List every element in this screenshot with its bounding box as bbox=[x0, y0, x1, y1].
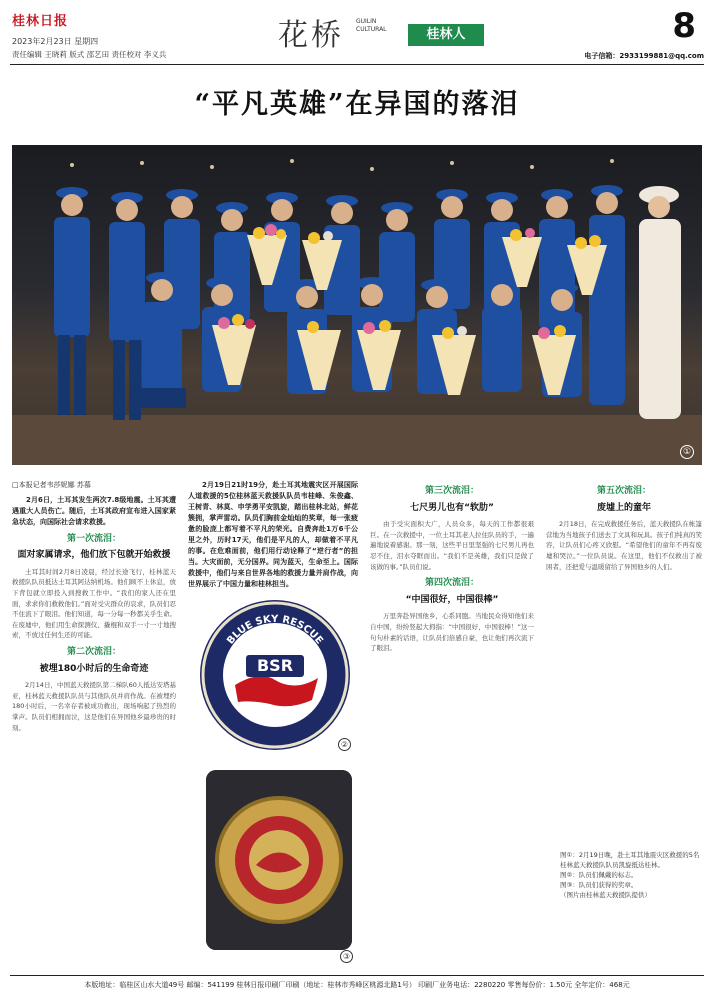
section-3-subtitle: 七尺男儿也有“软肋” bbox=[410, 502, 494, 513]
photo-marker: ① bbox=[680, 445, 694, 459]
section-label: 桂林人 bbox=[408, 24, 484, 46]
article-column-2 bbox=[188, 480, 358, 592]
article-column-1 bbox=[12, 480, 176, 970]
blue-sky-rescue-badge bbox=[200, 600, 350, 750]
bsr-badge-graphic bbox=[200, 600, 350, 750]
article-author: □本报记者韦莎妮娜 苏慕 bbox=[12, 481, 91, 489]
bsr-initials: BSR bbox=[256, 656, 294, 675]
badge-marker-2: ② bbox=[338, 738, 351, 751]
contact-email: 电子信箱：2933199881@qq.com bbox=[584, 52, 704, 60]
section-5-title: 第五次流泪： bbox=[596, 486, 651, 496]
section-2-subtitle: 被埋180小时后的生命奇迹 bbox=[39, 663, 149, 674]
bsr-ring-text: BLUE SKY RESCUE bbox=[225, 613, 325, 647]
section-1-body: 土耳其时间2月8日凌晨，经过长途飞行，桂林蓝天救援队队员抵达土耳其阿达纳机场。他们顾不上休息，放下背包就立即投入到搜救工作中。“我们的家人还在里面，求求你们救救他们。”面对受灾群众的哀求，队员们忍不住流下了眼泪。他们知道，每一分每一秒都关乎生命。在废墟中，他们用生命探测仪、撬棍和双手一寸一寸地搜索，不放过任何生还的可能。 bbox=[12, 567, 176, 640]
newspaper-logo: 桂林日报 bbox=[12, 14, 69, 29]
caption-line: 图②：队员们佩戴的标志。 bbox=[560, 871, 638, 879]
caption-line: 图①：2月19日晚，赴土耳其地震灾区救援的5名桂林蓝天救援队队员凯旋抵达桂林。 bbox=[560, 851, 700, 869]
section-5-subtitle: 废墟上的童年 bbox=[596, 502, 651, 513]
photo-captions bbox=[560, 850, 700, 900]
section-3-body: 由于受灾面积大广，人员众多，每天的工作都很艰巨。在一次救援中，一位土耳其老人拉住队员的手，一遍遍地说着感谢。那一刻，这些平日里坚强的七尺男儿再也忍不住，泪水夺眶而出。“我们不是英雄，我们只是做了该做的事。”队员们说。 bbox=[370, 520, 534, 571]
section-4-title: 第四次流泪： bbox=[424, 578, 479, 589]
section-4-body: 万里奔赴异国他乡，心系同胞。当地民众得知他们来自中国，纷纷竖起大拇指：“中国很好，中国很棒！”这一句句朴素的话语，让队员们倍感自豪，也让他们再次流下了眼泪。 bbox=[370, 612, 534, 653]
group-photo bbox=[12, 145, 702, 465]
section-2-title: 第二次流泪： bbox=[66, 646, 121, 657]
medal-graphic bbox=[206, 770, 352, 950]
article-lead: 2月6日，土耳其发生两次7.8级地震。土耳其遭遇重大人员伤亡。随后，土耳其政府宣布进入国家紧急状态，向国际社会请求救援。 bbox=[12, 495, 176, 526]
column-brand: 花桥 bbox=[278, 18, 344, 53]
column-brand-en: GUILIN CULTURAL bbox=[356, 18, 387, 33]
section-1-title: 第一次流泪： bbox=[66, 533, 121, 544]
issue-date: 2023年2月23日 星期四 bbox=[12, 37, 99, 46]
section-1-subtitle: 面对家属请求，他们放下包就开始救援 bbox=[17, 550, 171, 561]
article-column-4 bbox=[546, 480, 702, 840]
masthead bbox=[10, 8, 704, 68]
section-intro-body: 2月19日21时19分，赴土耳其地震灾区开展国际人道救援的5位桂林蓝天救援队队员韦桂峰、朱俊鑫、王树青、林莫、申学勇平安凯旋，踏出桂林北站，鲜花簇拥，掌声雷动。队员们胸前金灿灿的奖章，每一张疲惫的脸庞上都写着不平凡的荣光。自费奔赴1万6千公里之外，历时17天，他们是平凡的人，却做着不平凡的事。在危难面前，他们用行动诠释了“逆行者”的担当。大灾面前，无分国界。同为蓝天，生命至上。国际救援中，他们与来自世界各地的救援力量并肩作战，向世界展示了中国力量和桂林担当。 bbox=[188, 481, 358, 588]
badge-marker-3: ③ bbox=[340, 950, 353, 963]
caption-line: 图③：队员们获得的奖章。 bbox=[560, 881, 638, 889]
page-footer: 本版地址：临桂区山水大道49号 邮编：541199 桂林日报印刷厂印刷（地址：桂林市秀峰区桃源北路1号） 印刷厂业务电话：2280220 零售每份价：1.50元 全年定价：468元 bbox=[10, 975, 704, 990]
medal-photo bbox=[206, 770, 352, 950]
page-number: 8 bbox=[672, 6, 696, 46]
masthead-divider bbox=[10, 64, 704, 65]
page-headline: “平凡英雄”在异国的落泪 bbox=[194, 89, 520, 120]
article-column-3 bbox=[370, 480, 534, 970]
photo-source: （图片由桂林蓝天救援队提供） bbox=[560, 891, 651, 899]
section-2-body: 2月14日，中国蓝天救援队第二梯队60人抵达安塔基亚，桂林蓝天救援队队员与其他队员并肩作战。在被埋约180小时后，一名幸存者被成功救出，现场响起了热烈的掌声。队员们相拥而泣，这是他们在异国他乡最珍贵的时刻。 bbox=[12, 681, 176, 732]
section-3-title: 第三次流泪： bbox=[424, 486, 479, 496]
editor-credits: 责任编辑 王晓莉 版式 邵艺田 责任校对 李义兵 bbox=[12, 50, 167, 59]
section-5-body: 2月18日，在完成救援任务后，蓝天救援队在帐篷营地为当地孩子们送去了文具和玩具。孩子们纯真的笑容，让队员们心疼又欣慰。“希望他们的童年不再有废墟和哭泣。”一位队员说。在这里，他们不仅救出了被困者，还把爱与温暖留给了异国他乡的人们。 bbox=[546, 520, 702, 571]
section-4-subtitle: “中国很好，中国很棒” bbox=[405, 594, 499, 605]
group-photo-illustration bbox=[12, 145, 702, 465]
